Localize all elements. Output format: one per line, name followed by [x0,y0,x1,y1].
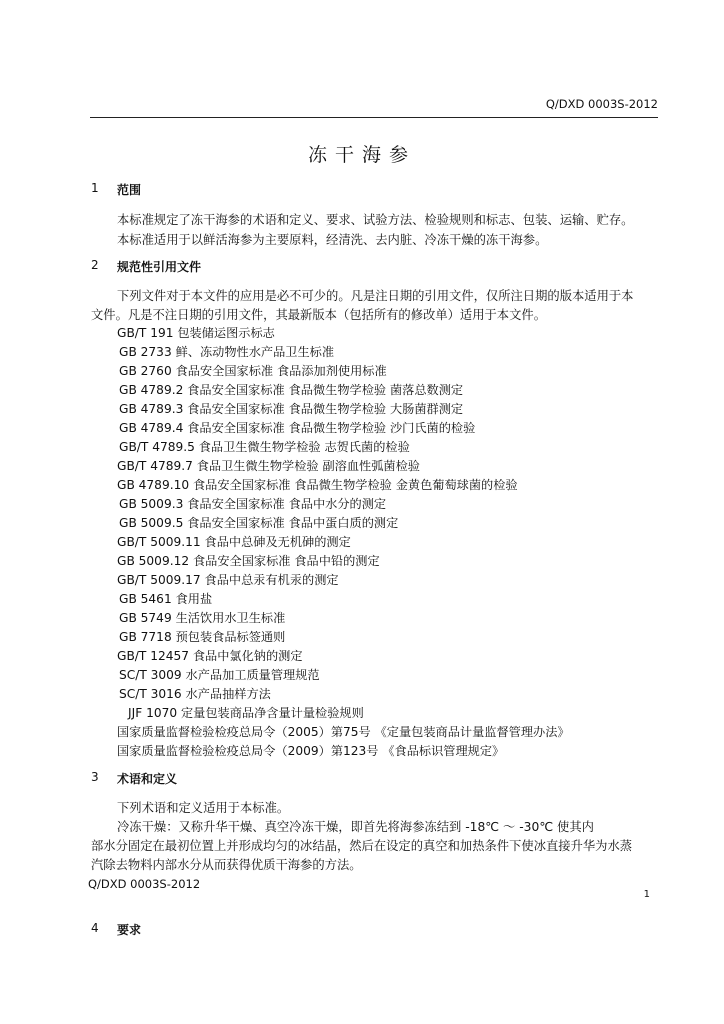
section-2-title: 规范性引用文件 [117,260,202,274]
section-3-title: 术语和定义 [117,772,178,786]
reference-item: JJF 1070 定量包装商品净含量计量检验规则 [128,706,364,720]
document-code-header: Q/DXD 0003S-2012 [545,97,658,111]
paragraph: 文件。凡是不注日期的引用文件，其最新版本（包括所有的修改单）适用于本文件。 [91,308,546,322]
section-2-number: 2 [91,258,99,272]
reference-item: GB 4789.10 食品安全国家标准 食品微生物学检验 金黄色葡萄球菌的检验 [117,478,518,492]
reference-item: GB 2733 鲜、冻动物性水产品卫生标准 [119,345,335,359]
paragraph: 本标准规定了冻干海参的术语和定义、要求、试验方法、检验规则和标志、包装、运输、贮存。 [117,213,634,227]
reference-item: GB 5749 生活饮用水卫生标准 [119,611,286,625]
page-number: 1 [643,889,650,900]
header-divider [90,117,658,118]
reference-item: GB/T 4789.7 食品卫生微生物学检验 副溶血性弧菌检验 [117,459,420,473]
reference-item: GB 4789.2 食品安全国家标准 食品微生物学检验 菌落总数测定 [119,383,464,397]
reference-item: GB 7718 预包装食品标签通则 [119,630,286,644]
reference-item: 国家质量监督检验检疫总局令（2005）第75号 《定量包装商品计量监督管理办法》 [117,725,570,739]
reference-item: GB/T 5009.17 食品中总汞有机汞的测定 [117,573,339,587]
reference-item: GB 5461 食用盐 [119,592,213,606]
definition-line: 汽除去物料内部水分从而获得优质干海参的方法。 [91,858,362,872]
reference-item: GB 5009.3 食品安全国家标准 食品中水分的测定 [119,497,387,511]
reference-item: GB 2760 食品安全国家标准 食品添加剂使用标准 [119,364,387,378]
section-4-number: 4 [91,921,99,935]
paragraph: 本标准适用于以鲜活海参为主要原料，经清洗、去内脏、冷冻干燥的冻干海参。 [117,233,548,247]
reference-item: GB/T 12457 食品中氯化钠的测定 [117,649,303,663]
section-1-number: 1 [91,181,99,195]
reference-item: GB 4789.4 食品安全国家标准 食品微生物学检验 沙门氏菌的检验 [119,421,476,435]
paragraph: 下列术语和定义适用于本标准。 [117,801,290,815]
reference-item: GB 5009.5 食品安全国家标准 食品中蛋白质的测定 [119,516,399,530]
reference-item: GB 5009.12 食品安全国家标准 食品中铅的测定 [117,554,380,568]
document-code-footer: Q/DXD 0003S-2012 [88,877,201,891]
reference-item: GB/T 4789.5 食品卫生微生物学检验 志贺氏菌的检验 [119,440,410,454]
reference-item: GB/T 5009.11 食品中总砷及无机砷的测定 [117,535,351,549]
reference-item: SC/T 3009 水产品加工质量管理规范 [119,668,320,682]
reference-item: SC/T 3016 水产品抽样方法 [119,687,271,701]
reference-item: 国家质量监督检验检疫总局令（2009）第123号 《食品标识管理规定》 [117,744,505,758]
section-4-title: 要求 [117,923,142,937]
reference-item: GB/T 191 包装储运图示标志 [117,326,275,340]
paragraph: 下列文件对于本文件的应用是必不可少的。凡是注日期的引用文件，仅所注日期的版本适用于本 [117,289,634,303]
section-3-number: 3 [91,770,99,784]
section-1-title: 范围 [117,183,142,197]
document-title: 冻干海参 [307,144,416,166]
definition-line: 部水分固定在最初位置上并形成均匀的冰结晶，然后在设定的真空和加热条件下使冰直接升华为水蒸 [91,839,633,853]
reference-item: GB 4789.3 食品安全国家标准 食品微生物学检验 大肠菌群测定 [119,402,464,416]
definition-line: 冷冻干燥：又称升华干燥、真空冷冻干燥，即首先将海参冻结到 -18℃ ～ -30℃ 使其内 [117,820,594,834]
